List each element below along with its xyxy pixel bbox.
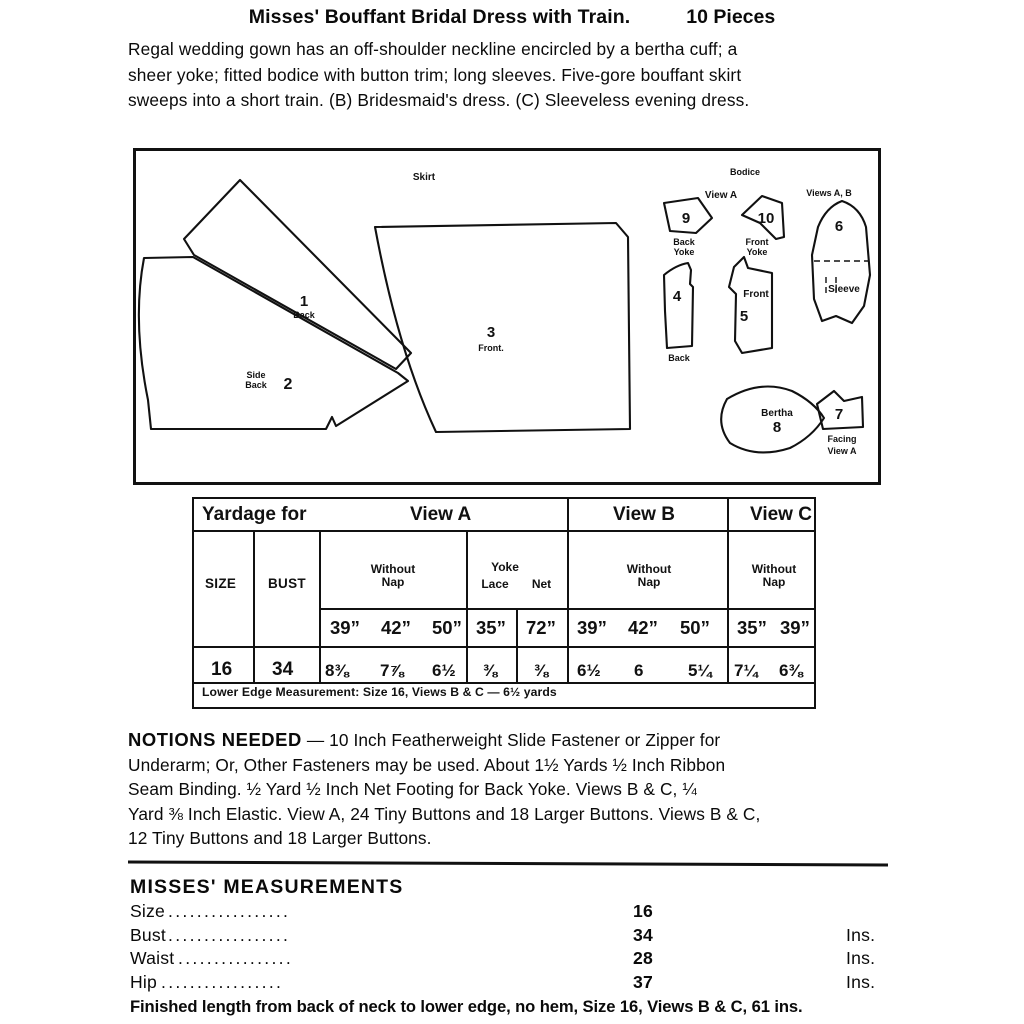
page-title: Misses' Bouffant Bridal Dress with Train.	[248, 6, 631, 28]
piece-shape-3	[375, 223, 630, 432]
diagram-label-bodice: Bodice	[729, 167, 761, 177]
pattern-pieces-diagram	[133, 148, 881, 485]
piece-label-10-line1: Front	[745, 237, 769, 247]
piece-shape-5	[729, 257, 772, 353]
piece-label-7-line2: View A	[827, 446, 857, 456]
yardage-width-a-3: 50”	[432, 617, 462, 638]
measurement-value-size: 16	[633, 901, 653, 921]
measurement-row-bust	[130, 925, 894, 949]
measurement-label-bust: Bust	[130, 924, 167, 945]
notions-line-1-rest: — 10 Inch Featherweight Slide Fastener or Zipper for	[301, 730, 721, 750]
table-hline-footnote	[194, 682, 814, 684]
yardage-row-b-2: 6	[634, 661, 644, 680]
table-vline-size-bust	[253, 530, 255, 682]
yardage-width-a-2: 42”	[381, 617, 411, 638]
yardage-width-b-1: 39”	[577, 617, 607, 638]
measurement-dots-bust: .................	[168, 924, 291, 945]
yardage-width-b-2: 42”	[628, 617, 658, 638]
measurement-value-hip: 37	[633, 971, 653, 992]
piece-number-6: 6	[834, 218, 844, 235]
measurement-unit-bust: Ins.	[846, 924, 876, 945]
piece-label-2-line1: Side	[246, 370, 266, 380]
yardage-width-b-3: 50”	[680, 617, 710, 638]
notions-line-1	[128, 728, 890, 753]
pieces-count: 10 Pieces	[686, 6, 776, 28]
notions-line-5: 12 Tiny Buttons and 18 Larger Buttons.	[128, 828, 432, 849]
yardage-row-bust: 34	[272, 659, 294, 680]
section-divider	[128, 861, 888, 867]
piece-shape-2	[139, 257, 408, 429]
yardage-sub-b-without-nap: Without Nap	[626, 562, 672, 589]
piece-number-10: 10	[757, 210, 775, 227]
yardage-row-c-2: 6⅜	[779, 661, 803, 680]
measurement-label-waist: Waist	[130, 948, 175, 968]
yardage-sub-c-without-nap: Without Nap	[751, 562, 797, 589]
header	[0, 0, 1024, 31]
notions-line-2: Underarm; Or, Other Fasteners may be used. About 1½ Yards ½ Inch Ribbon	[128, 754, 726, 775]
yardage-row-b-1: 6½	[577, 661, 601, 680]
measurement-label-hip: Hip	[130, 971, 157, 992]
measurement-dots-size: .................	[168, 901, 291, 921]
description-line-3: sweeps into a short train. (B) Bridesmaid's dress. (C) Sleeveless evening dress.	[128, 90, 750, 110]
piece-shape-1	[184, 180, 411, 369]
piece-label-5: Front	[743, 289, 769, 300]
yardage-view-a-header: View A	[410, 504, 472, 525]
piece-label-4: Back	[668, 353, 690, 363]
pattern-description	[128, 37, 896, 114]
measurement-dots-waist: ................	[178, 948, 294, 968]
measurements-title: MISSES' MEASUREMENTS	[130, 876, 404, 898]
yardage-row-size: 16	[211, 659, 233, 680]
measurement-value-waist: 28	[633, 948, 653, 968]
measurement-unit-hip: Ins.	[846, 971, 876, 992]
piece-number-9: 9	[681, 210, 691, 227]
yardage-row-b-3: 5¼	[688, 661, 712, 680]
measurement-value-bust: 34	[633, 924, 653, 945]
measurement-unit-waist: Ins.	[846, 948, 876, 968]
piece-number-5: 5	[739, 308, 749, 325]
yardage-view-b-header: View B	[613, 504, 675, 525]
piece-number-7: 7	[834, 406, 844, 423]
notions-section	[128, 728, 890, 851]
piece-label-6: Sleeve	[828, 284, 860, 295]
table-vline-viewc	[727, 499, 729, 682]
yardage-sub-a-yoke: Yoke	[491, 560, 519, 574]
diagram-label-view-a: View A	[704, 190, 738, 201]
diagram-label-skirt: Skirt	[412, 172, 436, 183]
yardage-row-a-3: 6½	[432, 661, 456, 680]
piece-label-10-line2: Yoke	[746, 247, 768, 257]
yardage-row-a-1: 8⅜	[325, 661, 349, 680]
measurement-dots-hip: .................	[161, 971, 284, 992]
yardage-width-a-yoke-lace: 35”	[476, 617, 506, 638]
yardage-width-c-1: 35”	[737, 617, 767, 638]
table-hline-widths-top	[194, 646, 814, 648]
piece-number-4: 4	[672, 288, 682, 305]
notions-line-4: Yard ⅜ Inch Elastic. View A, 24 Tiny Buttons and 18 Larger Buttons. Views B & C,	[128, 803, 761, 824]
piece-label-9-line2: Yoke	[673, 247, 695, 257]
piece-number-3: 3	[486, 324, 496, 341]
notions-heading: NOTIONS NEEDED	[128, 729, 302, 750]
yardage-sub-a-without-nap: Without Nap	[370, 562, 416, 589]
piece-label-3: Front.	[478, 343, 504, 353]
measurement-row-size	[130, 901, 894, 925]
measurements-footnote: Finished length from back of neck to lower edge, no hem, Size 16, Views B & C, 61 ins.	[130, 997, 803, 1016]
yardage-col-size: SIZE	[205, 576, 237, 591]
yardage-row-a-yoke-lace: ⅜	[483, 661, 498, 680]
measurement-row-hip	[130, 972, 894, 996]
measurement-label-size: Size	[130, 901, 166, 921]
piece-label-2-line2: Back	[245, 380, 267, 390]
diagram-label-views-ab: Views A, B	[806, 188, 852, 198]
yardage-corner-label: Yardage for	[202, 504, 307, 525]
table-vline-bust-a	[319, 530, 321, 682]
yardage-sub-a-yoke-net: Net	[531, 577, 552, 591]
yardage-row-a-2: 7⅞	[380, 661, 404, 680]
piece-label-9-line1: Back	[673, 237, 695, 247]
measurement-row-waist	[130, 948, 894, 972]
diagram-svg	[136, 151, 878, 482]
yardage-table	[192, 497, 816, 709]
yardage-view-c-header: View C	[750, 504, 812, 525]
table-vline-viewb	[567, 499, 569, 682]
piece-number-2: 2	[283, 376, 293, 393]
description-line-2: sheer yoke; fitted bodice with button trim; long sleeves. Five-gore bouffant skirt	[128, 64, 742, 85]
measurements-section	[130, 876, 894, 1017]
table-hline-top	[194, 530, 814, 532]
yardage-footnote: Lower Edge Measurement: Size 16, Views B & C — 6½ yards	[202, 685, 557, 699]
yardage-width-c-2: 39”	[780, 617, 810, 638]
yardage-width-a-yoke-net: 72”	[526, 617, 556, 638]
description-line-1: Regal wedding gown has an off-shoulder neckline encircled by a bertha cuff; a	[128, 39, 738, 59]
yardage-sub-a-yoke-lace: Lace	[481, 577, 509, 591]
yardage-row-c-1: 7¼	[734, 661, 758, 680]
notions-line-3: Seam Binding. ½ Yard ½ Inch Net Footing for Back Yoke. Views B & C, ¼	[128, 779, 697, 800]
table-vline-lace-net	[516, 608, 518, 682]
yardage-width-a-1: 39”	[330, 617, 360, 638]
piece-number-8: 8	[772, 419, 782, 436]
piece-label-1: Back	[293, 310, 315, 320]
table-vline-a-yoke	[466, 530, 468, 682]
piece-shape-4	[664, 263, 693, 348]
piece-label-7-line1: Facing	[827, 434, 857, 444]
yardage-col-bust: BUST	[268, 576, 306, 591]
yardage-row-a-yoke-net: ⅜	[534, 661, 549, 680]
piece-label-8: Bertha	[761, 408, 793, 419]
piece-number-1: 1	[299, 293, 309, 310]
